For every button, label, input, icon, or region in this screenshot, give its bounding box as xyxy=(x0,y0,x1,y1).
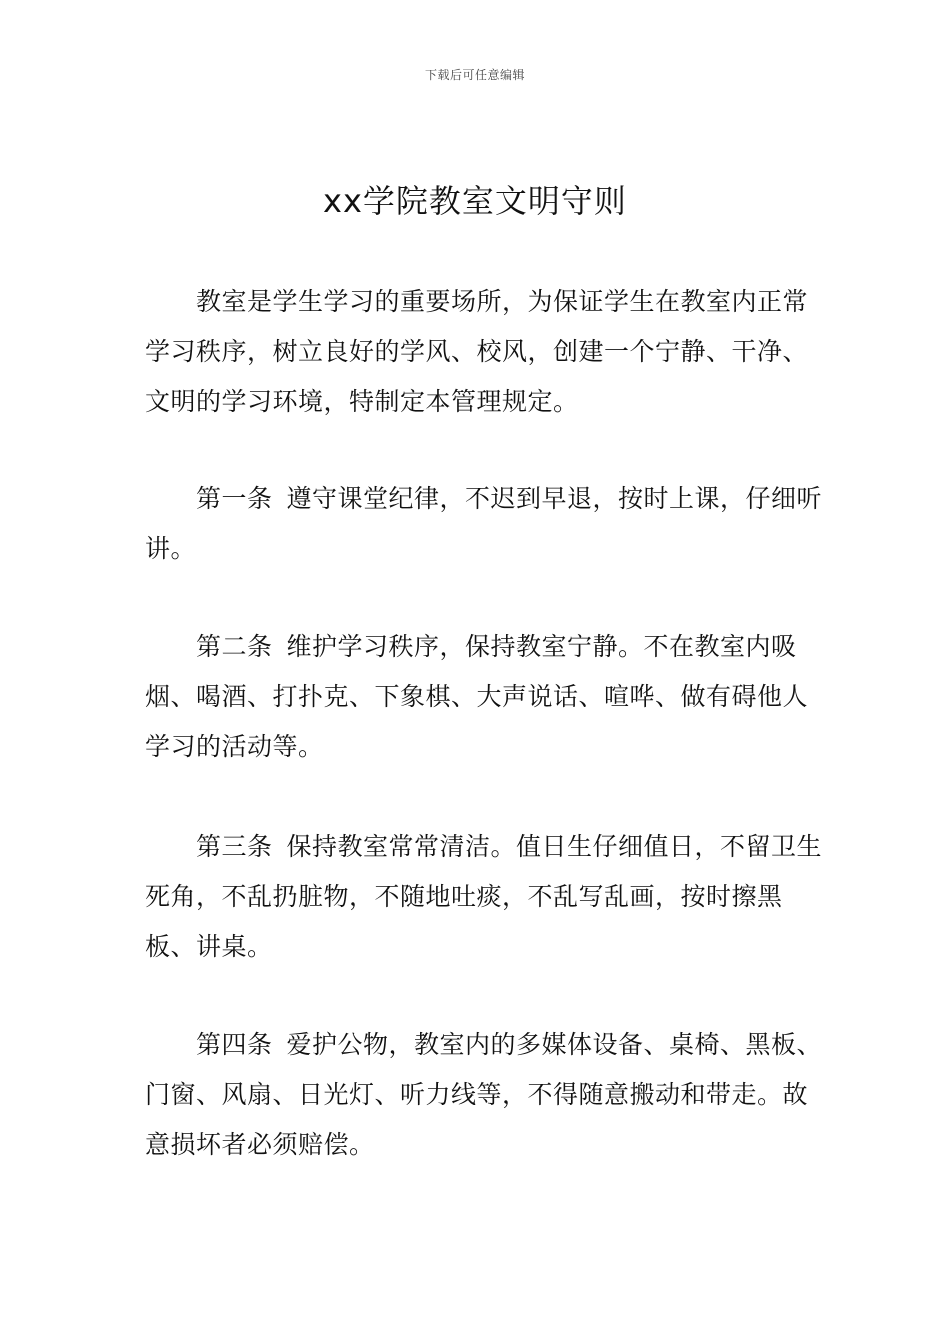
header-note: 下载后可任意编辑 xyxy=(424,68,525,82)
article-1-number: 第一条 xyxy=(196,484,273,513)
article-3 xyxy=(145,822,825,972)
article-3-number: 第三条 xyxy=(196,832,273,861)
article-3-text: 保持教室常常清洁。值日生仔细值日，不留卫生死角，不乱扔脏物，不随地吐痰，不乱写乱画，按时擦黑板、讲桌。 xyxy=(145,832,823,961)
article-4-number: 第四条 xyxy=(196,1030,273,1059)
article-4 xyxy=(145,1020,825,1170)
article-2 xyxy=(145,622,825,772)
article-2-number: 第二条 xyxy=(196,632,273,661)
intro-paragraph: 教室是学生学习的重要场所，为保证学生在教室内正常学习秩序，树立良好的学风、校风，创建一个宁静、干净、文明的学习环境，特制定本管理规定。 xyxy=(145,287,809,416)
document-title: xx学院教室文明守则 xyxy=(323,182,627,220)
article-1-text: 遵守课堂纪律，不迟到早退，按时上课，仔细听讲。 xyxy=(145,484,823,563)
article-4-text: 爱护公物，教室内的多媒体设备、桌椅、黑板、门窗、风扇、日光灯、听力线等，不得随意搬动和带走。故意损坏者必须赔偿。 xyxy=(145,1030,823,1159)
article-1 xyxy=(145,474,825,574)
article-2-text: 维护学习秩序，保持教室宁静。不在教室内吸烟、喝酒、打扑克、下象棋、大声说话、喧哗、做有碍他人学习的活动等。 xyxy=(145,632,809,761)
